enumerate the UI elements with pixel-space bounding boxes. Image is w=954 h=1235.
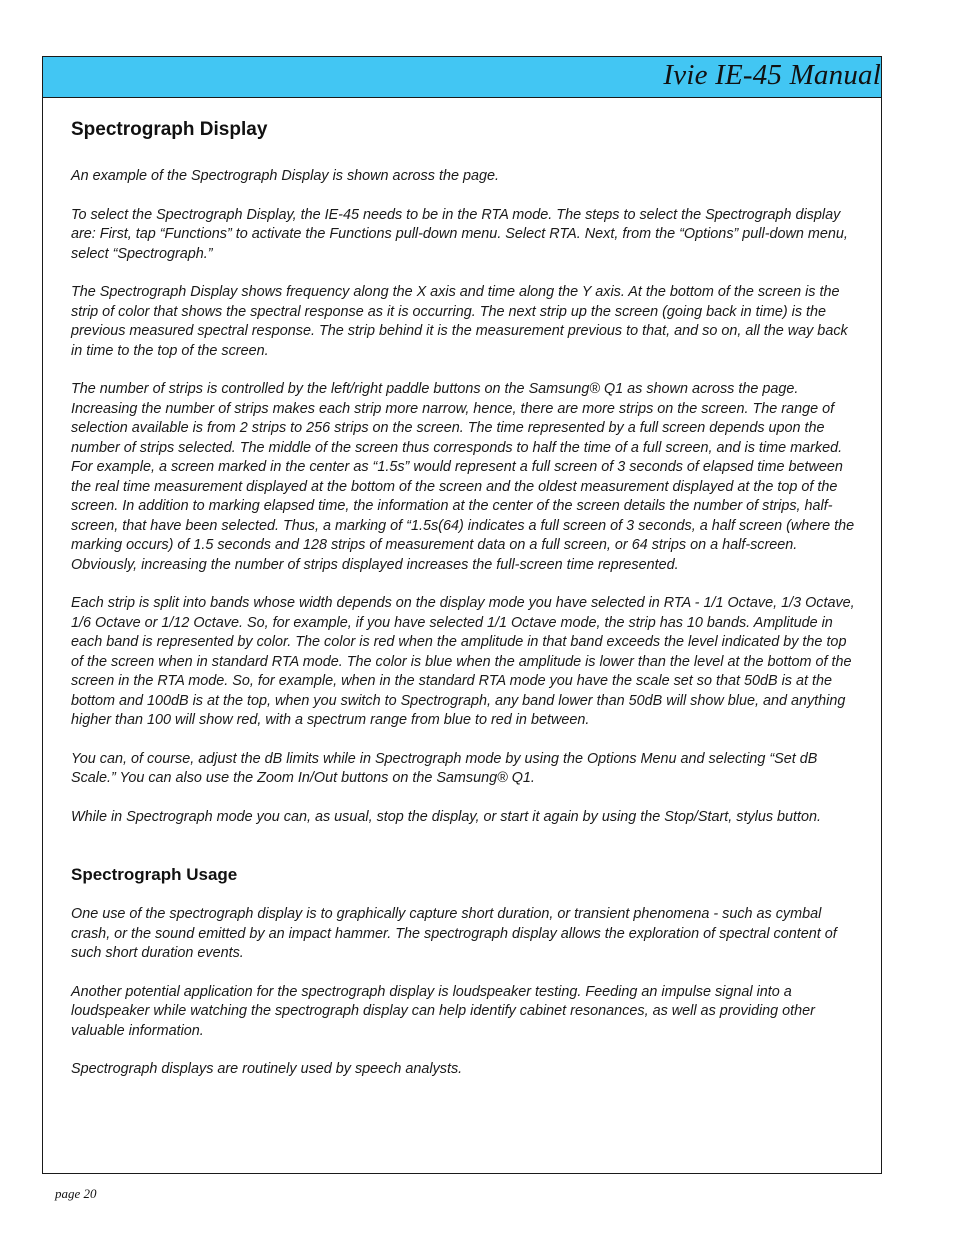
paragraph: Another potential application for the spectrograph display is loudspeaker testing. Feeding an impulse signal into a loudspeaker while watching the spectrograph display can help identify cabinet resonances, as well as providing other valuable information.	[71, 983, 815, 1039]
section-heading-spectrograph-display: Spectrograph Display	[71, 119, 268, 140]
paragraph: Spectrograph displays are routinely used by speech analysts.	[71, 1061, 463, 1077]
paragraph: One use of the spectrograph display is to graphically capture short duration, or transient phenomena - such as cymbal crash, or the sound emitted by an impact hammer. The spectrograph display allows the exploration of spectral content of such short duration events.	[71, 906, 837, 961]
paragraph: While in Spectrograph mode you can, as usual, stop the display, or start it again by using the Stop/Start, stylus button.	[71, 808, 822, 825]
paragraph: You can, of course, adjust the dB limits while in Spectrograph mode by using the Options Menu and selecting “Set dB Scale.” You can also use the Zoom In/Out buttons on the Samsung® Q1.	[71, 750, 818, 786]
page-frame	[42, 56, 882, 1174]
paragraph: An example of the Spectrograph Display is shown across the page.	[71, 168, 499, 184]
paragraph: To select the Spectrograph Display, the IE-45 needs to be in the RTA mode. The steps to select the Spectrograph display are: First, tap “Functions” to activate the Functions pull-down menu. Select RTA. Next, from the “Options” pull-down menu, select “Spectrograph.”	[71, 206, 848, 262]
section-spacer	[71, 846, 861, 865]
paragraph: The Spectrograph Display shows frequency along the X axis and time along the Y axis. At the bottom of the screen is the strip of color that shows the spectral response as it is occurring. The next strip up the screen (going back in time) is the previous measured spectral response. The strip behind it is the measurement previous to that, and so on, all the way back in time to the top of the screen.	[71, 284, 848, 359]
header-bar	[43, 57, 881, 98]
paragraph: Each strip is split into bands whose width depends on the display mode you have selected in RTA - 1/1 Octave, 1/3 Octave, 1/6 Octave or 1/12 Octave. So, for example, if you have selected 1/1 Octave mode, the strip has 10 bands. Amplitude in each band is represented by color. The color is red when the amplitude in that band exceeds the level indicated by the top of the screen when in standard RTA mode. The color is blue when the amplitude is lower than the level at the bottom of the screen in the RTA mode. So, for example, when in the standard RTA mode you have the scale set so that 50dB is at the bottom and 100dB is at the top, when you switch to Spectrograph, any band lower than 50dB will show blue, and anything higher than 100 will show red, with a spectrum range from blue to red in between.	[71, 595, 855, 728]
section-heading-spectrograph-usage: Spectrograph Usage	[71, 865, 238, 884]
content-area	[71, 119, 861, 1099]
paragraph: The number of strips is controlled by the left/right paddle buttons on the Samsung® Q1 as shown across the page. Increasing the number of strips makes each strip more narrow, hence, there are more strips on the screen. The range of selection available is from 2 strips to 256 strips on the screen. The time represented by a full screen depends upon the number of strips selected. The middle of the screen thus corresponds to half the time of a full screen, and is time marked. For example, a screen marked in the center as “1.5s” would represent a full screen of 3 seconds of elapsed time between the real time measurement displayed at the bottom of the screen and the oldest measurement displayed at the top of the screen. In addition to marking elapsed time, the information at the center of the screen details the number of strips, half-screen, that have been selected. Thus, a marking of “1.5s(64) indicates a full screen of 3 seconds, a half screen (where the marking occurs) of 1.5 seconds and 128 strips of measurement data on a full screen, or 64 strips on a half-screen. Obviously, increasing the number of strips displayed increases the full-screen time represented.	[71, 381, 855, 573]
manual-title: Ivie IE-45 Manual	[663, 59, 881, 91]
page-number: page 20	[55, 1186, 97, 1201]
